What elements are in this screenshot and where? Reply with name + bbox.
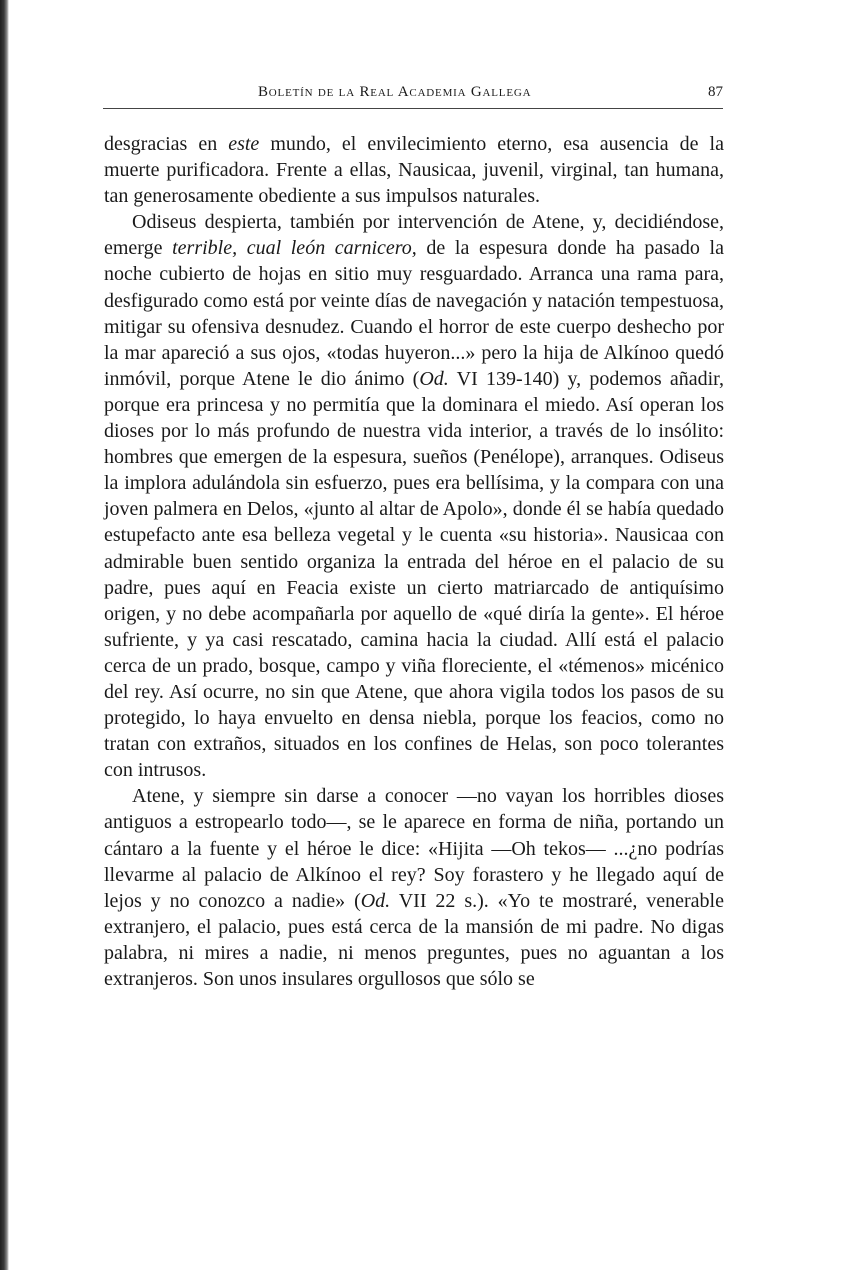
text-segment: de la espesura donde ha pasado la noche cubierto de hojas en sitio muy resguardado. Arranca una rama para, desfigurado como está por veinte días de navegación y natación tempestuosa, mitigar su ofensiva desnudez. Cuando el horror de este cuerpo deshecho por la mar apareció a sus ojos, «todas huyeron...» pero la hija de Alkínoo quedó inmóvil, porque Atene le dio ánimo ( — [104, 237, 724, 390]
text-segment: VII 22 s.). «Yo te mostraré, venerable extranjero, el palacio, pues está cerca de la mansión de mi padre. No digas palabra, ni mires a nadie, ni menos preguntes, pues no aguantan a los extranjeros. Son unos insulares orgullosos que sólo se — [104, 889, 724, 990]
paragraph-2 — [104, 209, 724, 783]
text-segment: Atene, y siempre sin darse a conocer —no vayan los horribles dioses antiguos a estropearlo todo—, se le aparece en forma de niña, portando un cántaro a la fuente y el héroe le dice: «Hijita —Oh tekos— ...¿no podrías llevarme al palacio de Alkínoo el rey? Soy forastero y he llegado aquí de lejos y no conozco a nadie» ( — [104, 785, 724, 912]
text-segment: desgracias en — [104, 133, 229, 155]
page-header — [103, 84, 723, 110]
scan-edge — [0, 0, 9, 1270]
text-segment: VI 139-140) y, podemos añadir, porque era princesa y no permitía que la dominara el miedo. Así operan los dioses por lo más profundo de nuestra vida interior, a través de lo insólito: hombres que emergen de la espesura, sueños (Penélope), arranques. Odiseus la implora adulándola sin esfuerzo, pues era bellísima, y la compara con una joven palmera en Delos, «junto al altar de Apolo», donde él se había quedado estupefacto ante esa belleza vegetal y le cuenta «su historia». Nausicaa con admirable buen sentido organiza la entrada del héroe en el palacio de su padre, pues aquí en Feacia existe un cierto matriarcado de antiquísimo origen, y no debe acompañarla por aquello de «qué diría la gente». El héroe sufriente, y ya casi rescatado, camina hacia la ciudad. Allí está el palacio cerca de un prado, bosque, campo y viña floreciente, el «témenos» micénico del rey. Así ocurre, no sin que Atene, que ahora vigila todos los pasos de su protegido, lo haya envuelto en densa niebla, porque los feacios, como no tratan con extraños, situados en los confines de Helas, son poco tolerantes con intrusos. — [104, 367, 724, 782]
running-head: Boletín de la Real Academia Gallega — [258, 84, 532, 100]
text-segment-italic: terrible, cual león carnicero, — [172, 237, 417, 260]
text-segment-italic: Od. — [360, 889, 391, 912]
text-segment: Odiseus despierta, también por intervención de Atene, y, decidiéndose, emerge — [104, 211, 724, 260]
text-segment-italic: este — [228, 133, 260, 155]
paragraph-1 — [104, 131, 724, 209]
body-text — [104, 131, 724, 992]
text-segment: mundo, el envilecimiento eterno, esa ausencia de la muerte purificadora. Frente a ellas, Nausicaa, juvenil, virginal, tan humana, tan generosamente obediente a sus impulsos naturales. — [104, 133, 724, 208]
paragraph-3 — [104, 783, 724, 992]
page-number: 87 — [708, 84, 723, 100]
header-rule — [103, 108, 723, 109]
text-segment-italic: Od. — [419, 367, 449, 390]
